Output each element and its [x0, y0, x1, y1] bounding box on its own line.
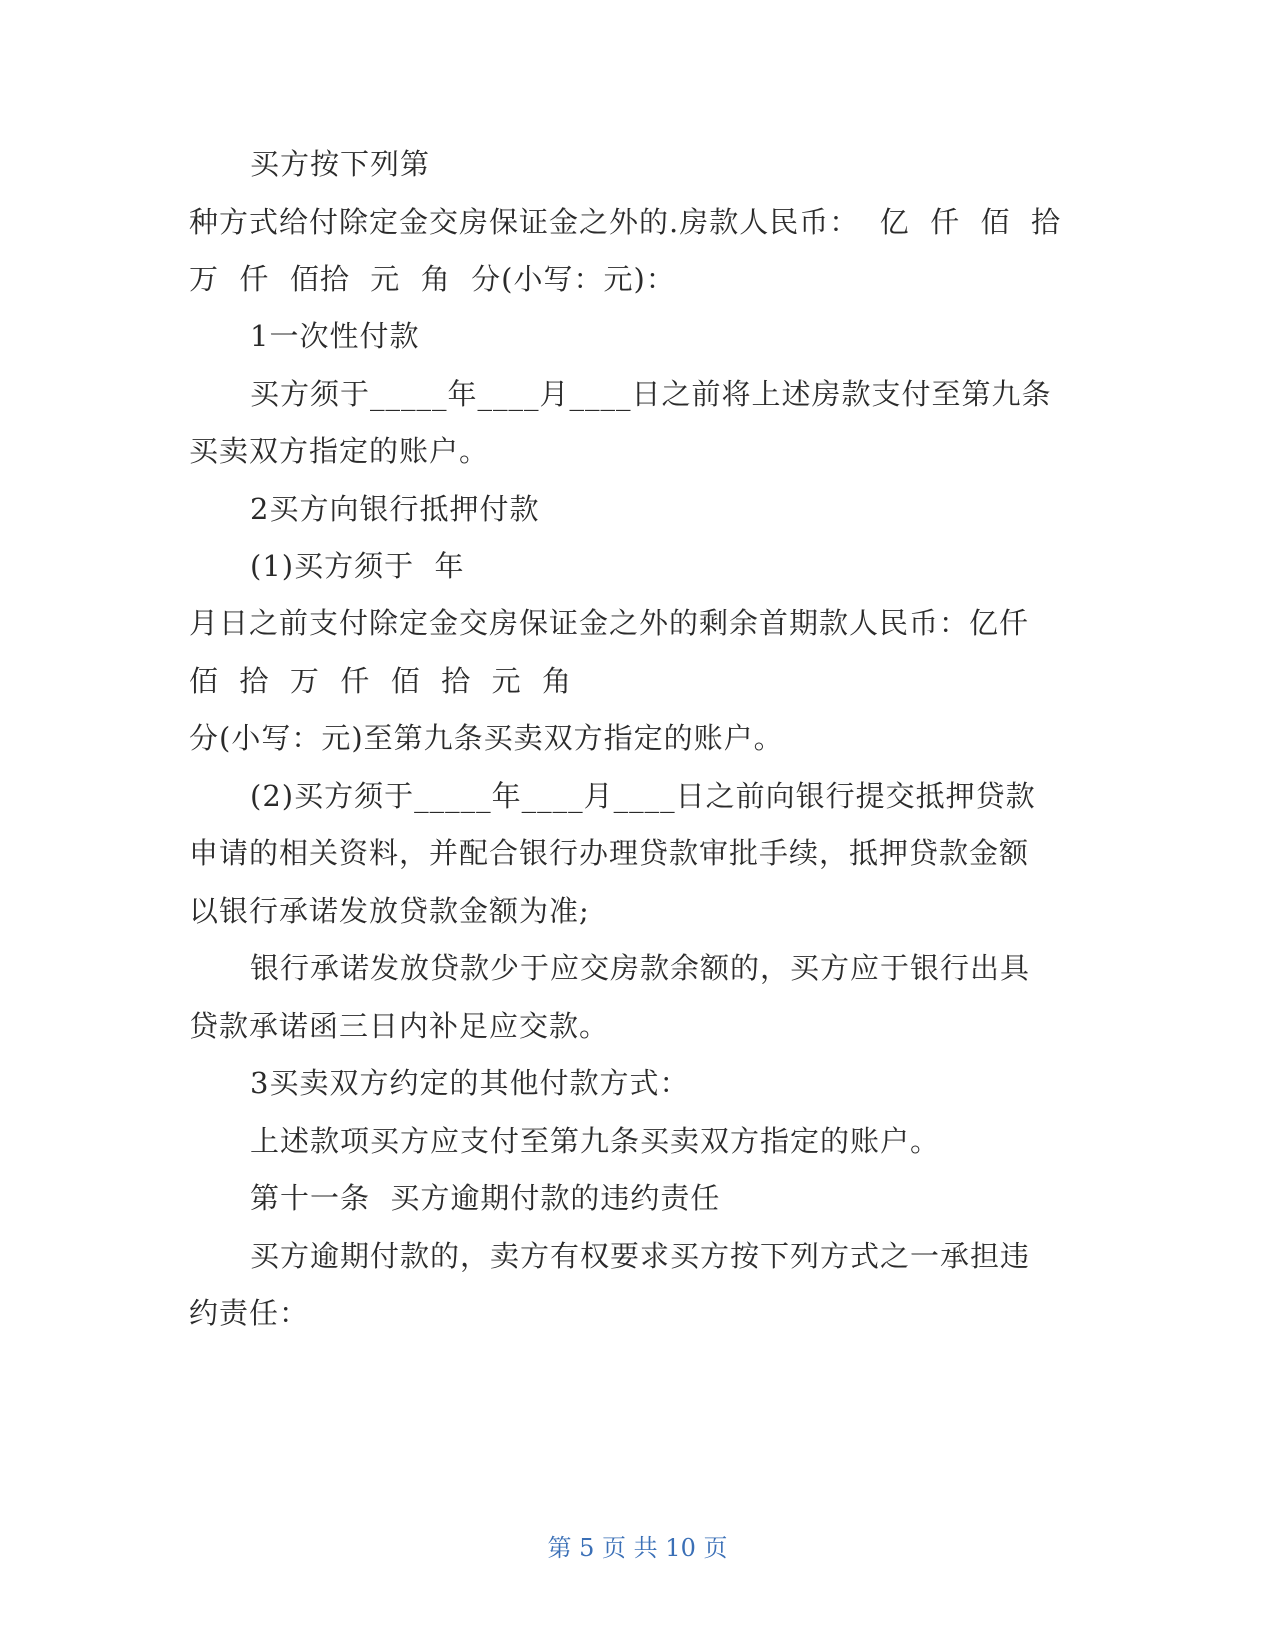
text-line: 种方式给付除定金交房保证金之外的.房款人民币： 亿 仟 佰 拾 [189, 205, 1061, 239]
text-line: 买方逾期付款的，卖方有权要求买方按下列方式之一承担违 [250, 1239, 1031, 1273]
text-line: 申请的相关资料，并配合银行办理贷款审批手续，抵押贷款金额 [189, 836, 1030, 870]
text-line: 买卖双方指定的账户。 [189, 434, 490, 468]
text-line: 银行承诺发放贷款少于应交房款余额的，买方应于银行出具 [250, 951, 1031, 985]
section-heading: 第十一条 买方逾期付款的违约责任 [250, 1181, 721, 1215]
page-number-footer: 第 5 页 共 10 页 [547, 1534, 728, 1562]
text-line: 分(小写：元)至第九条买卖双方指定的账户。 [189, 721, 784, 755]
text-line: (1)买方须于 年 [250, 549, 465, 583]
text-line: 买方按下列第 [250, 147, 431, 181]
text-line: (2)买方须于_____年____月____日之前向银行提交抵押贷款 [250, 779, 1036, 813]
text-line: 贷款承诺函三日内补足应交款。 [189, 1009, 610, 1043]
text-line: 1一次性付款 [250, 319, 420, 353]
text-line: 上述款项买方应支付至第九条买卖双方指定的账户。 [250, 1124, 941, 1158]
text-line: 月日之前支付除定金交房保证金之外的剩余首期款人民币：亿仟 [189, 606, 1030, 640]
text-line: 以银行承诺发放贷款金额为准; [189, 894, 590, 928]
text-line: 约责任： [189, 1296, 310, 1330]
text-line: 2买方向银行抵押付款 [250, 492, 540, 526]
text-line: 3买卖双方约定的其他付款方式： [250, 1066, 690, 1100]
text-line: 买方须于_____年____月____日之前将上述房款支付至第九条 [250, 377, 1052, 411]
text-line: 万 仟 佰拾 元 角 分(小写：元)： [189, 262, 676, 296]
text-line: 佰 拾 万 仟 佰 拾 元 角 [189, 664, 573, 698]
